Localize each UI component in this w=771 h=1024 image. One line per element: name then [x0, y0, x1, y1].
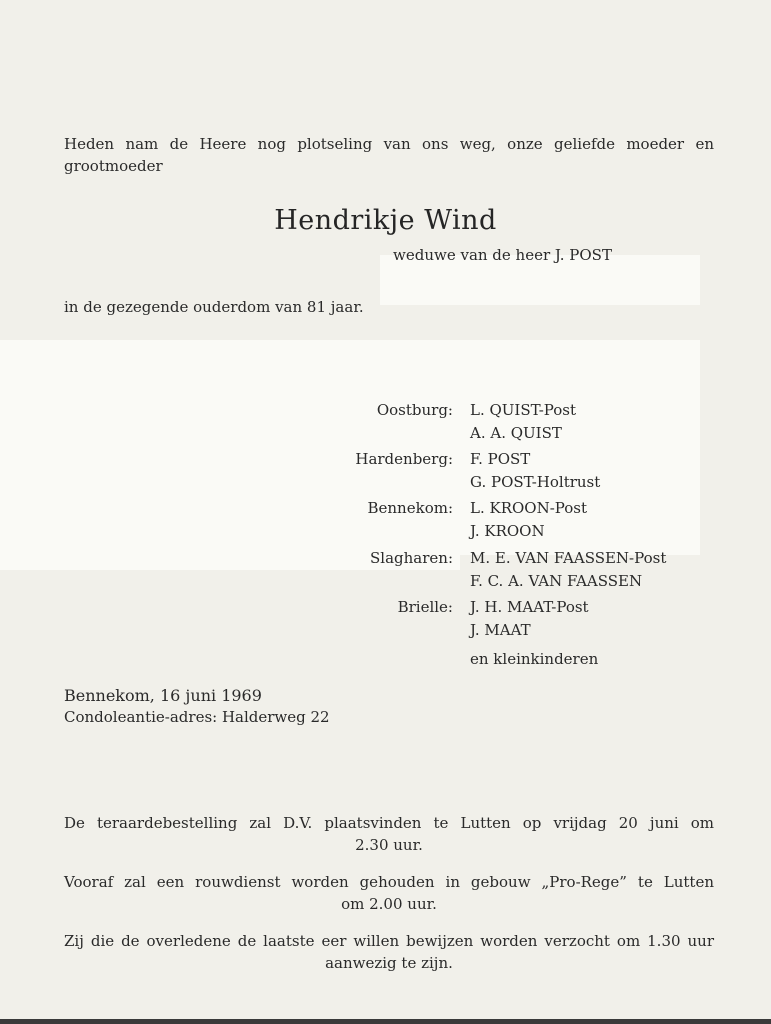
- family-member: M. E. VAN FAASSEN-Post: [470, 549, 667, 567]
- family-member: F. POST: [470, 450, 531, 468]
- family-member: F. C. A. VAN FAASSEN: [470, 572, 643, 590]
- family-member: J. H. MAAT-Post: [470, 598, 589, 616]
- service-line-2: om 2.00 uur.: [341, 895, 437, 913]
- intro-paragraph: [64, 133, 714, 177]
- intro-line-1: Heden nam de Heere nog plotseling van ons weg, onze geliefde moeder en: [64, 135, 714, 153]
- deceased-name: Hendrikje Wind: [274, 205, 497, 236]
- family-member: L. QUIST-Post: [470, 401, 577, 419]
- family-member: A. A. QUIST: [470, 424, 562, 442]
- grandchildren: en kleinkinderen: [470, 650, 599, 668]
- intro-line-2: grootmoeder: [64, 157, 163, 175]
- viewing-paragraph: [64, 930, 714, 974]
- family-member: J. MAAT: [470, 621, 531, 639]
- family-member: G. POST-Holtrust: [470, 473, 601, 491]
- burial-line-1: De teraardebestelling zal D.V. plaatsvinden te Lutten op vrijdag 20 juni om: [64, 814, 714, 832]
- condolence-address: Condoleantie-adres: Halderweg 22: [64, 708, 330, 726]
- burial-paragraph: [64, 812, 714, 856]
- viewing-line-1: Zij die de overledene de laatste eer willen bewijzen worden verzocht om 1.30 uur: [64, 932, 714, 950]
- scan-edge: [0, 1019, 771, 1024]
- family-place: Hardenberg:: [355, 450, 453, 468]
- family-place: Oostburg:: [376, 401, 453, 419]
- widow-of: weduwe van de heer J. POST: [393, 246, 612, 264]
- family-member: J. KROON: [470, 522, 545, 540]
- viewing-line-2: aanwezig te zijn.: [325, 954, 453, 972]
- age-statement: in de gezegende ouderdom van 81 jaar.: [64, 298, 364, 316]
- service-line-1: Vooraf zal een rouwdienst worden gehouden in gebouw „Pro-Rege” te Lutten: [64, 873, 714, 891]
- place-date: Bennekom, 16 juni 1969: [64, 686, 262, 705]
- burial-line-2: 2.30 uur.: [355, 836, 423, 854]
- service-paragraph: [64, 871, 714, 915]
- family-place: Bennekom:: [367, 499, 453, 517]
- family-place: Brielle:: [397, 598, 453, 616]
- family-member: L. KROON-Post: [470, 499, 588, 517]
- family-place: Slagharen:: [370, 549, 453, 567]
